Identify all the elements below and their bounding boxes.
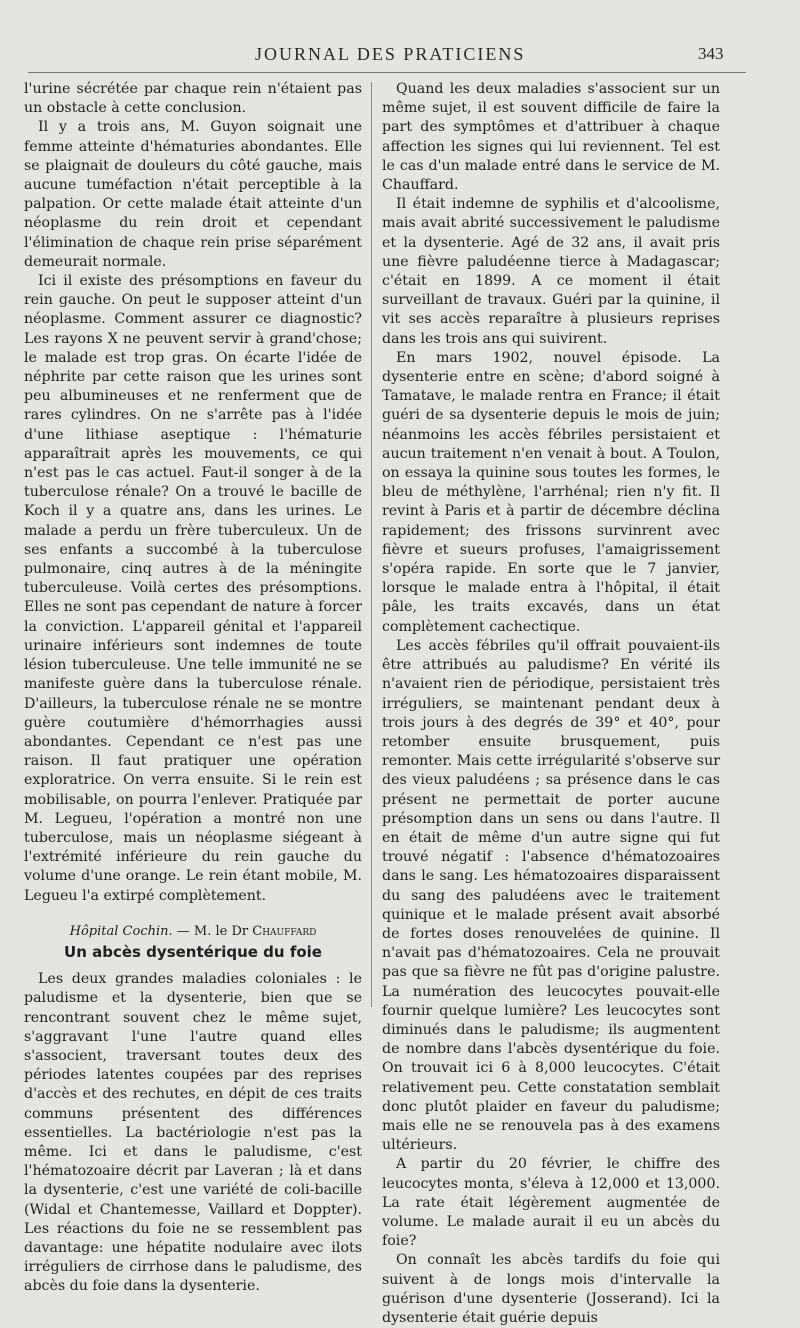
paragraph: Les accès fébriles qu'il offrait pouvaient-ils être attribués au paludisme? En vérité ils n'avaient rien de périodique, persistaient très irréguliers, se maintenant pendant deux à trois jours à des degrés de 39° et 40°, pour retomber ensuite brusquement, puis remonter. Mais cette irrégularité s'observe sur des vieux paludéens ; sa présence dans le cas présent ne permettait de porter aucune présomption dans un sens ou dans l'autre. Il en était de même d'un autre signe qui fut trouvé négatif : l'absence d'hématozoaires dans le sang. Les hématozoaires disparaissent du sang des paludéens avec le traitement quinique et le malade présent avait absorbé de fortes doses renouvelées de quinine. Il n'avait pas d'hématozoaires. Cela ne prouvait pas que sa fièvre ne fût pas d'origine palustre. La numération des leucocytes pouvait-elle fournir quelque lumière? Les leucocytes sont diminués dans le paludisme; ils augmentent de nombre dans l'abcès dysentérique du foie. On trouvait ici 6 à 8,000 leucocytes. C'était relativement peu. Cette constatation semblait donc plutôt plaider en faveur du paludisme; mais elle ne se renouvela pas à des examens ultérieurs.: [382, 637, 720, 1154]
paragraph: En mars 1902, nouvel épisode. La dysenterie entre en scène; d'abord soigné à Tamatave, le malade rentra en France; il était guéri de sa dysenterie depuis le mois de juin; néanmoins les accès fébriles persistaient et aucun traitement n'en venait à bout. A Toulon, on essaya la quinine sous toutes les formes, le bleu de méthylène, l'arrhénal; rien n'y fit. Il revint à Paris et à partir de décembre déclina rapidement; des frissons survinrent avec fièvre et sueurs profuses, l'amaigrissement s'opéra rapide. En sorte que le 7 janvier, lorsque le malade entra à l'hôpital, il était pâle, les traits excavés, dans un état complètement cachectique.: [382, 349, 720, 635]
hospital-name: Hôpital Cochin.: [69, 923, 173, 939]
page-header: [0, 40, 800, 70]
left-column: [24, 80, 362, 1297]
paragraph: Quand les deux maladies s'associent sur un même sujet, il est souvent difficile de faire la part des symptômes et d'attribuer à chaque affection les signes qui lui reviennent. Tel est le cas d'un malade entré dans le service de M. Chauffard.: [382, 81, 720, 194]
section-byline: [24, 922, 362, 941]
header-rule: [28, 72, 746, 73]
page-number: 343: [698, 44, 724, 63]
author-prefix: M. le Dr: [193, 923, 249, 939]
section-title: Un abcès dysentérique du foie: [64, 942, 322, 961]
paragraph: Ici il existe des présomptions en faveur du rein gauche. On peut le supposer atteint d'un néoplasme. Comment assurer ce diagnostic? Les rayons X ne peuvent servir à grand'chose; le malade est trop gras. On écarte l'idée de néphrite par cette raison que les urines sont peu albumineuses et ne renferment que de rares cylindres. On ne s'arrête pas à l'idée d'une lithiase aseptique : l'hématurie apparaîtrait après les mouvements, ce qui n'est pas le cas actuel. Faut-il songer à de la tuberculose rénale? On a trouvé le bacille de Koch il y a quatre ans, dans les urines. Le malade a perdu un frère tuberculeux. Un de ses enfants a succombé à la tuberculose pulmonaire, cinq autres à de la méningite tuberculeuse. Voilà certes des présomptions. Elles ne sont pas cependant de nature à forcer la conviction. L'appareil génital et l'appareil urinaire inférieurs sont indemnes de toute lésion tuberculeuse. Une telle immunité ne se manifeste guère dans la tuberculose rénale. D'ailleurs, la tuberculose rénale ne se montre guère coutumière d'hémorrhagies aussi abondantes. Cependant ce n'est pas une raison. Il faut pratiquer une opération exploratrice. On verra ensuite. Si le rein est mobilisable, on pourra l'enlever. Pratiquée par M. Legueu, l'opération a montré non une tuberculose, mais un néoplasme siégeant à l'extrémité inférieure du rein gauche du volume d'une orange. Le rein étant mobile, M. Legueu l'a extirpé complètement.: [24, 273, 362, 904]
running-title: JOURNAL DES PRATICIENS: [255, 44, 526, 64]
paragraph: Les deux grandes maladies coloniales : le paludisme et la dysenterie, bien que se rencontrant souvent chez le même sujet, s'aggravant l'une l'autre quand elles s'associent, traversant toutes deux des périodes latentes coupées par des reprises d'accès et des rechutes, en dépit de ces traits communs présentent des différences essentielles. La bactériologie n'est pas la même. Ici et dans le paludisme, c'est l'hématozoaire décrit par Laveran ; là et dans la dysenterie, c'est une variété de coli-bacille (Widal et Chantemesse, Vaillard et Doppter). Les réactions du foie ne se ressemblent pas davantage: une hépatite nodulaire avec ilots irréguliers de cirrhose dans le paludisme, des abcès du foie dans la dysenterie.: [24, 971, 362, 1295]
paragraph: Il y a trois ans, M. Guyon soignait une femme atteinte d'hématuries abondantes. Elle se plaignait de douleurs du côté gauche, mais aucune tuméfaction n'était perceptible à la palpation. Or cette malade était atteinte d'un néoplasme du rein droit et cependant l'élimination de chaque rein prise séparément demeurait normale.: [24, 119, 362, 270]
author-name: Chauffard: [252, 923, 317, 939]
column-divider: [371, 82, 372, 1007]
paragraph: l'urine sécrétée par chaque rein n'étaient pas un obstacle à cette conclusion.: [24, 81, 362, 117]
paragraph: On connaît les abcès tardifs du foie qui suivent à de longs mois d'intervalle la guérison d'une dysenterie (Josserand). Ici la dysenterie était guérie depuis: [382, 1252, 720, 1326]
paragraph: A partir du 20 février, le chiffre des leucocytes monta, s'éleva à 12,000 et 13,000. La rate était légèrement augmentée de volume. Le malade aurait il eu un abcès du foie?: [382, 1156, 720, 1250]
byline-dash: —: [176, 923, 190, 939]
paragraph: Il était indemne de syphilis et d'alcoolisme, mais avait abrité successivement le paludisme et la dysenterie. Agé de 32 ans, il avait pris une fièvre paludéenne tierce à Madagascar; c'était en 1899. A ce moment il était surveillant de travaux. Guéri par la quinine, il vit ses accès reparaître à plusieurs reprises dans les trois ans qui suivirent.: [382, 196, 720, 347]
right-column: [382, 80, 720, 1328]
